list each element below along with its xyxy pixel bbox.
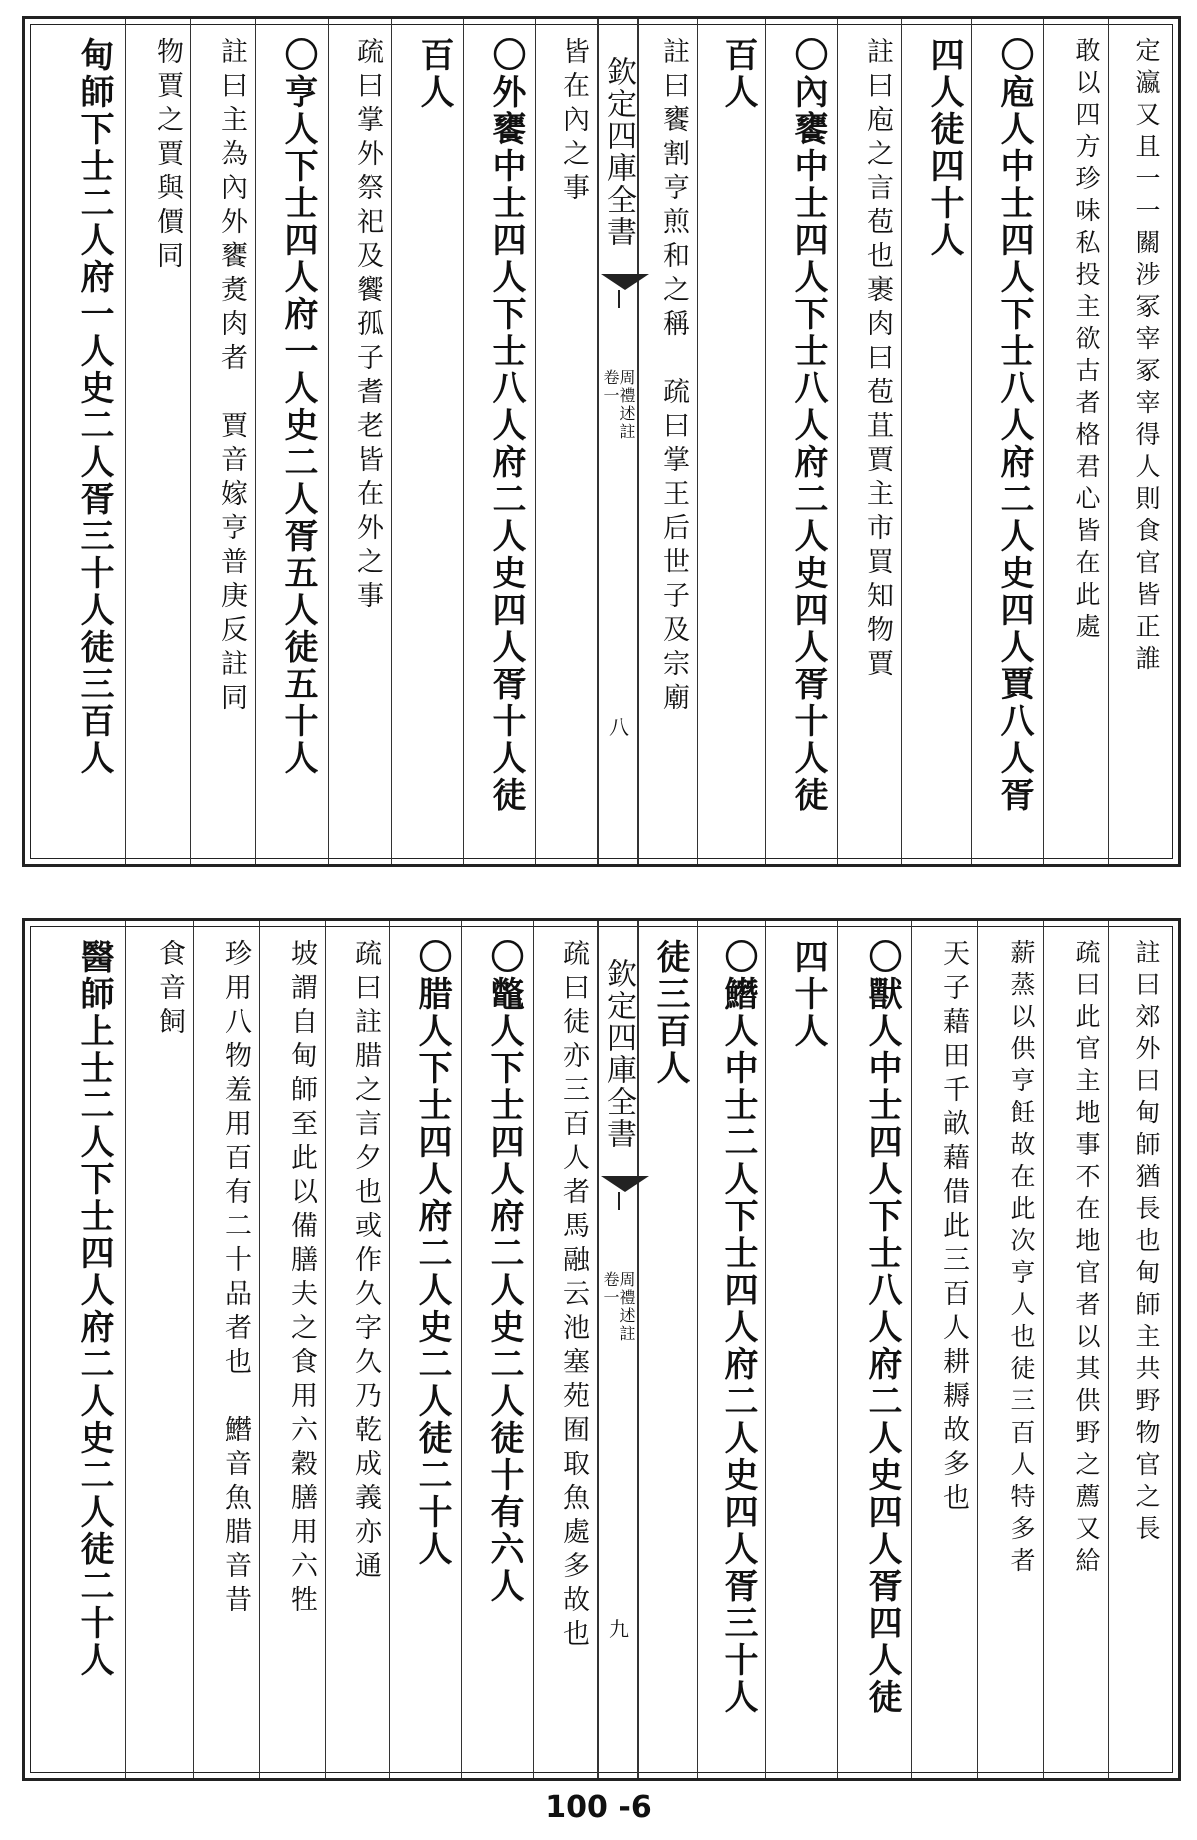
column-rule (901, 19, 902, 864)
column-rule (837, 921, 838, 1778)
text-column: 〇亨人下士四人府一人史二人胥五人徒五十人 (278, 37, 318, 777)
text-column: 〇內饔中士四人下士八人府二人史四人胥十人徒 (788, 37, 828, 814)
text-column: 食音飼 (154, 939, 185, 1041)
text-column: 四十人 (788, 939, 828, 1050)
column-rule (259, 921, 260, 1778)
center-fold (597, 921, 639, 1778)
folio-number: 八 (609, 715, 629, 739)
text-column: 百人 (414, 37, 454, 111)
column-rule (463, 19, 464, 864)
column-rule (328, 19, 329, 864)
text-column: 薪蒸以供亨飪故在此次亨人也徒三百人特多者 (1007, 939, 1036, 1579)
upper-leaf (22, 16, 1181, 867)
column-rule (1043, 19, 1044, 864)
column-rule (911, 921, 912, 1778)
lower-leaf (22, 918, 1181, 1781)
column-rule (765, 921, 766, 1778)
text-column: 註曰郊外曰甸師猶長也甸師主共野物官之長 (1132, 939, 1161, 1547)
column-rule (697, 19, 698, 864)
text-column: 百人 (718, 37, 758, 111)
text-column: 物賈之賈與價同 (152, 37, 183, 275)
text-column: 註曰庖之言苞也裹肉曰苞苴賈主市買知物賈 (862, 37, 893, 683)
center-fold (597, 19, 639, 864)
column-rule (125, 921, 126, 1778)
text-column: 〇𩻛人中士二人下士四人府二人史四人胥三十人 (718, 939, 758, 1716)
text-column: 〇外饔中士四人下士八人府二人史四人胥十人徒 (486, 37, 526, 814)
text-column: 定瀛又且一一關涉冢宰冢宰得人則食官皆正誰 (1132, 37, 1161, 677)
center-title: 欽定四庫全書 (601, 56, 636, 248)
text-column: 疏曰掌外祭祀及饗孤子耆老皆在外之事 (352, 37, 383, 615)
text-column: 徒三百人 (650, 939, 690, 1087)
column-rule (391, 19, 392, 864)
text-column: 註曰主為內外饔煑肉者 賈音嫁亨普庚反註同 (216, 37, 247, 717)
text-column: 珍用八物羞用百有二十品者也 𩻛音魚腊音昔 (220, 939, 251, 1619)
page-number: 100 -6 (545, 1790, 652, 1825)
text-column: 疏曰此官主地事不在地官者以其供野之薦又給 (1072, 939, 1101, 1579)
column-rule (977, 921, 978, 1778)
column-rule (1108, 19, 1109, 864)
column-rule (837, 19, 838, 864)
text-column: 四人徒四十人 (924, 37, 964, 259)
column-rule (325, 921, 326, 1778)
text-column: 疏曰徒亦三百人者馬融云池塞苑囿取魚處多故也 (558, 939, 589, 1653)
book-title: 周禮述註 (617, 369, 636, 441)
text-column: 〇鼈人下士四人府二人史二人徒十有六人 (484, 939, 524, 1605)
text-column: 〇獸人中士四人下士八人府二人史四人胥四人徒 (862, 939, 902, 1716)
column-rule (389, 921, 390, 1778)
fish-tail-mark (601, 274, 635, 308)
folio-number: 九 (609, 1617, 629, 1641)
text-column: 〇庖人中士四人下士八人府二人史四人賈八人胥 (994, 37, 1034, 814)
column-rule (535, 19, 536, 864)
column-rule (1108, 921, 1109, 1778)
text-column: 天子藉田千畝藉借此三百人耕耨故多也 (938, 939, 969, 1517)
column-rule (461, 921, 462, 1778)
text-column: 敢以四方珍味私投主欲古者格君心皆在此處 (1072, 37, 1101, 645)
fish-tail-mark (601, 1176, 635, 1210)
volume-label: 卷一 (601, 1271, 620, 1307)
center-title: 欽定四庫全書 (601, 958, 636, 1150)
column-rule (190, 19, 191, 864)
book-title: 周禮述註 (617, 1271, 636, 1343)
column-rule (125, 19, 126, 864)
text-column: 甸師下士二人府一人史二人胥三十人徒三百人 (74, 37, 114, 777)
text-column: 醫師上士二人下士四人府二人史二人徒二十人 (74, 939, 114, 1679)
text-column: 坡謂自甸師至此以備膳夫之食用六穀膳用六牲 (286, 939, 317, 1619)
column-rule (533, 921, 534, 1778)
column-rule (255, 19, 256, 864)
column-rule (193, 921, 194, 1778)
column-rule (697, 921, 698, 1778)
column-rule (1043, 921, 1044, 1778)
column-rule (971, 19, 972, 864)
text-column: 疏曰註腊之言夕也或作久字久乃乾成義亦通 (350, 939, 381, 1585)
text-column: 〇腊人下士四人府二人史二人徒二十人 (412, 939, 452, 1568)
column-rule (765, 19, 766, 864)
volume-label: 卷一 (601, 369, 620, 405)
text-column: 註曰饔割亨煎和之稱 疏曰掌王后世子及宗廟 (658, 37, 689, 717)
text-column: 皆在內之事 (558, 37, 589, 207)
